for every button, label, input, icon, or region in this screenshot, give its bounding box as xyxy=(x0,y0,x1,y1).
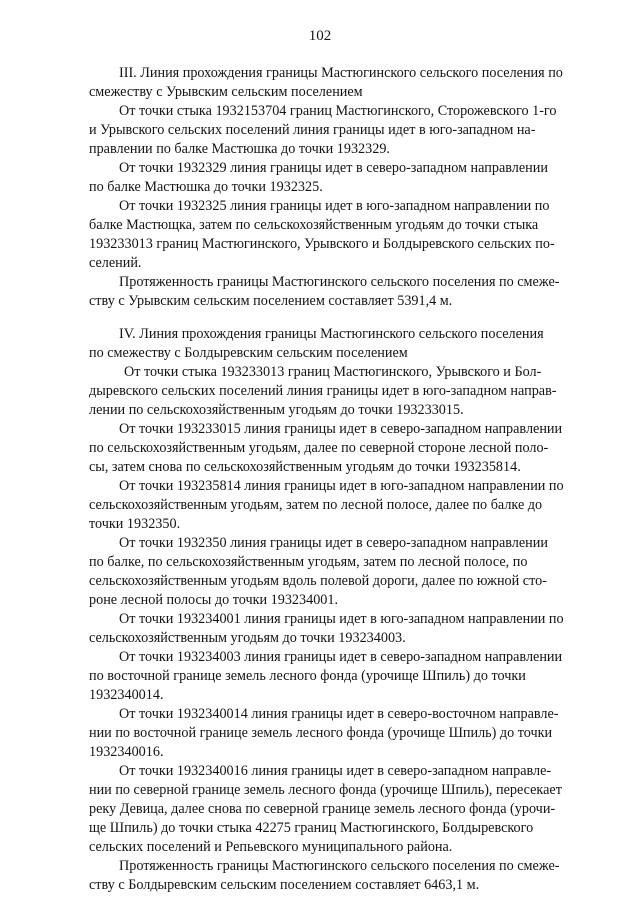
text-line: сы, затем снова по сельскохозяйственным угодьям до точки 193235814. xyxy=(89,459,521,475)
text-line: сельскохозяйственным угодьям до точки 193234003. xyxy=(89,630,406,646)
text-line: балке Мастющка, затем по сельскохозяйственным угодьям до точки стыка xyxy=(89,217,539,233)
text-line: Протяженность границы Мастюгинского сельского поселения по смеже- xyxy=(119,858,560,874)
text-line: лении по сельскохозяйственным угодьям до точки 193233015. xyxy=(89,402,464,418)
text-line: по балке, по сельскохозяйственным угодьям, затем по лесной полосе, по xyxy=(89,554,528,570)
text-line: От точки 1932350 линия границы идет в северо-западном направлении xyxy=(119,535,548,551)
text-line: III. Линия прохождения границы Мастюгинского сельского поселения по xyxy=(119,65,563,81)
text-line: 1932340014. xyxy=(89,687,164,703)
text-line: селений. xyxy=(89,255,142,271)
text-line: сельскохозяйственным угодьям вдоль полевой дороги, далее по южной сто- xyxy=(89,573,547,589)
text-line: по сельскохозяйственным угодьям, далее по северной стороне лесной поло- xyxy=(89,440,549,456)
text-line: по балке Мастюшка до точки 1932325. xyxy=(89,179,323,195)
text-line: сельскохозяйственным угодьям, затем по лесной полосе, далее по балке до xyxy=(89,497,543,513)
text-line: нии по восточной границе земель лесного фонда (урочище Шпиль) до точки xyxy=(89,725,553,741)
text-line: От точки 1932325 линия границы идет в юго-западном направлении по xyxy=(119,198,550,214)
text-line: От точки стыка 193233013 границ Мастюгинского, Урывского и Бол- xyxy=(124,364,542,380)
text-line: точки 1932350. xyxy=(89,516,181,532)
text-line: правлении по балке Мастюшка до точки 1932329. xyxy=(89,141,390,157)
text-line: Протяженность границы Мастюгинского сельского поселения по смеже- xyxy=(119,274,560,290)
text-line: сельских поселений и Репьевского муниципального района. xyxy=(89,839,453,855)
text-line: нии по северной границе земель лесного фонда (урочище Шпиль), пересекает xyxy=(89,782,562,798)
text-line: От точки 1932340016 линия границы идет в северо-западном направле- xyxy=(119,763,552,779)
text-line: От точки 193235814 линия границы идет в юго-западном направлении по xyxy=(119,478,564,494)
text-line: роне лесной полосы до точки 193234001. xyxy=(89,592,339,608)
text-line: реку Девица, далее снова по северной границе земель лесного фонда (урочи- xyxy=(89,801,556,817)
text-line: ству с Болдыревским сельским поселением составляет 6463,1 м. xyxy=(89,877,480,893)
text-line: От точки стыка 1932153704 границ Мастюгинского, Сторожевского 1-го xyxy=(119,103,557,119)
text-line: и Урывского сельских поселений линия границы идет в юго-западном на- xyxy=(89,122,536,138)
text-line: 193233013 границ Мастюгинского, Урывского и Болдыревского сельских по- xyxy=(89,236,555,252)
text-line: 1932340016. xyxy=(89,744,164,760)
text-line: смежеству с Урывским сельским поселением xyxy=(89,84,363,100)
text-line: по восточной границе земель лесного фонда (урочище Шпиль) до точки xyxy=(89,668,526,684)
text-line: по смежеству с Болдыревским сельским поселением xyxy=(89,345,408,361)
text-line: дыревского сельских поселений линия границы идет в юго-западном направ- xyxy=(89,383,557,399)
text-line: От точки 1932340014 линия границы идет в северо-восточном направле- xyxy=(119,706,559,722)
text-line: От точки 193234003 линия границы идет в северо-западном направлении xyxy=(119,649,563,665)
text-line: От точки 1932329 линия границы идет в северо-западном направлении xyxy=(119,160,548,176)
text-line: От точки 193234001 линия границы идет в юго-западном направлении по xyxy=(119,611,564,627)
text-line: IV. Линия прохождения границы Мастюгинского сельского поселения xyxy=(119,326,544,342)
text-line: ще Шпиль) до точки стыка 42275 границ Мастюгинского, Болдыревского xyxy=(89,820,534,836)
page-number: 102 xyxy=(308,28,332,44)
text-line: От точки 193233015 линия границы идет в северо-западном направлении xyxy=(119,421,563,437)
text-line: ству с Урывским сельским поселением составляет 5391,4 м. xyxy=(89,293,453,309)
